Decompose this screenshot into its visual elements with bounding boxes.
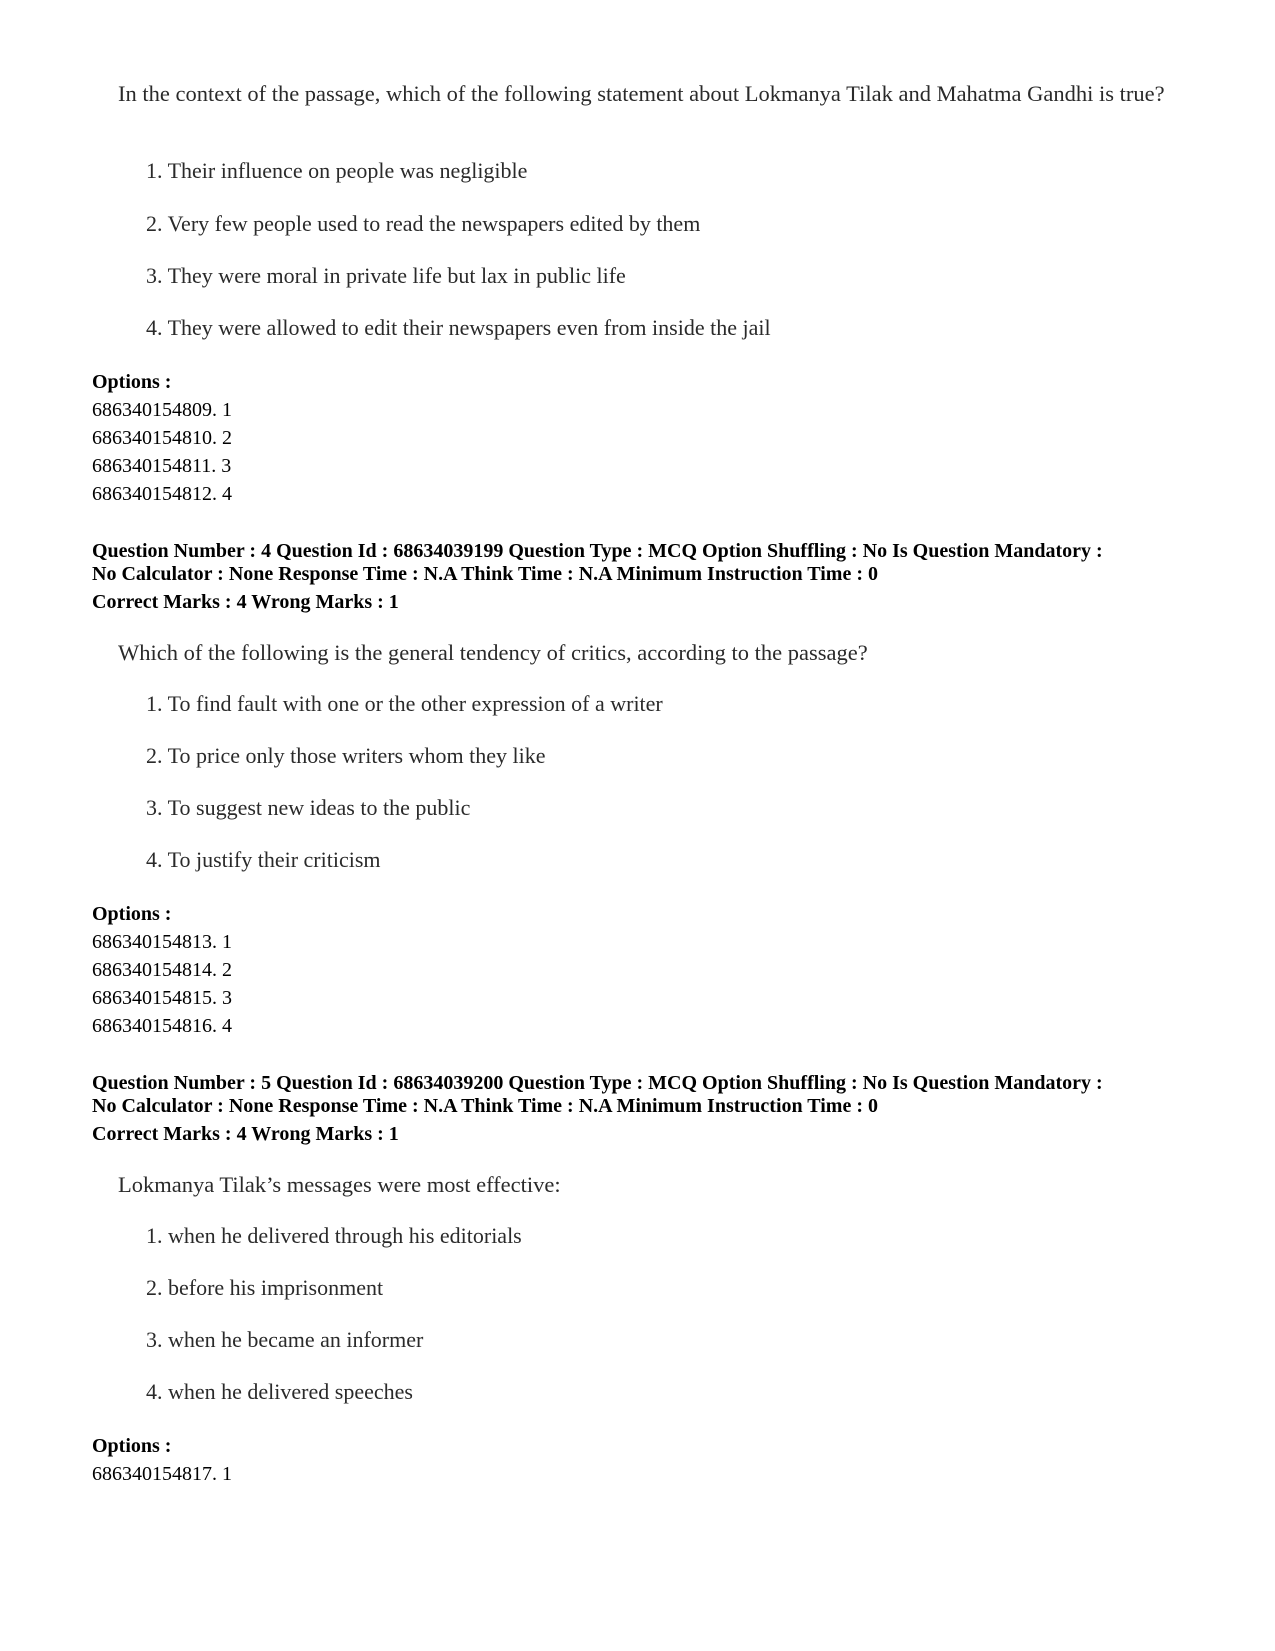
question-5-choice-2: 2. before his imprisonment — [146, 1275, 384, 1300]
question-5-meta-line-2: No Calculator : None Response Time : N.A Think Time : N.A Minimum Instruction Time : 0 — [92, 1095, 878, 1117]
question-4-meta-line-1: Question Number : 4 Question Id : 68634039199 Question Type : MCQ Option Shuffling : No Is Question Mandatory : — [92, 540, 1103, 562]
question-5-option-id-1: 686340154817. 1 — [92, 1463, 232, 1485]
question-4-option-id-3: 686340154815. 3 — [92, 987, 232, 1009]
question-4-option-id-2: 686340154814. 2 — [92, 959, 232, 981]
question-5-meta-line-1: Question Number : 5 Question Id : 68634039200 Question Type : MCQ Option Shuffling : No Is Question Mandatory : — [92, 1072, 1103, 1094]
question-4-choice-4: 4. To justify their criticism — [146, 847, 381, 872]
question-5-options-label: Options : — [92, 1435, 172, 1457]
question-4-choice-2: 2. To price only those writers whom they like — [146, 743, 546, 768]
question-3-option-id-2: 686340154810. 2 — [92, 427, 232, 449]
question-3-option-id-1: 686340154809. 1 — [92, 399, 232, 421]
question-4-option-id-4: 686340154816. 4 — [92, 1015, 232, 1037]
question-3-choice-2: 2. Very few people used to read the newspapers edited by them — [146, 211, 701, 236]
question-4-choice-1: 1. To find fault with one or the other expression of a writer — [146, 691, 663, 716]
question-4-choice-3: 3. To suggest new ideas to the public — [146, 795, 471, 820]
question-3-choice-4: 4. They were allowed to edit their newspapers even from inside the jail — [146, 315, 771, 340]
question-4-options-label: Options : — [92, 903, 172, 925]
question-4-option-id-1: 686340154813. 1 — [92, 931, 232, 953]
question-3-option-id-4: 686340154812. 4 — [92, 483, 232, 505]
question-5-marks: Correct Marks : 4 Wrong Marks : 1 — [92, 1123, 399, 1145]
question-3-choice-3: 3. They were moral in private life but lax in public life — [146, 263, 626, 288]
question-5-choice-4: 4. when he delivered speeches — [146, 1379, 413, 1404]
question-3-text: In the context of the passage, which of the following statement about Lokmanya Tilak and Mahatma Gandhi is true? — [118, 81, 1165, 106]
question-5-text: Lokmanya Tilak’s messages were most effective: — [118, 1172, 561, 1197]
question-4-marks: Correct Marks : 4 Wrong Marks : 1 — [92, 591, 399, 613]
question-4-text: Which of the following is the general tendency of critics, according to the passage? — [118, 640, 868, 665]
question-4-meta-line-2: No Calculator : None Response Time : N.A Think Time : N.A Minimum Instruction Time : 0 — [92, 563, 878, 585]
question-3-option-id-3: 686340154811. 3 — [92, 455, 232, 477]
question-5-choice-3: 3. when he became an informer — [146, 1327, 424, 1352]
question-3-options-label: Options : — [92, 371, 172, 393]
question-3-choice-1: 1. Their influence on people was negligible — [146, 158, 528, 183]
question-5-choice-1: 1. when he delivered through his editorials — [146, 1223, 522, 1248]
